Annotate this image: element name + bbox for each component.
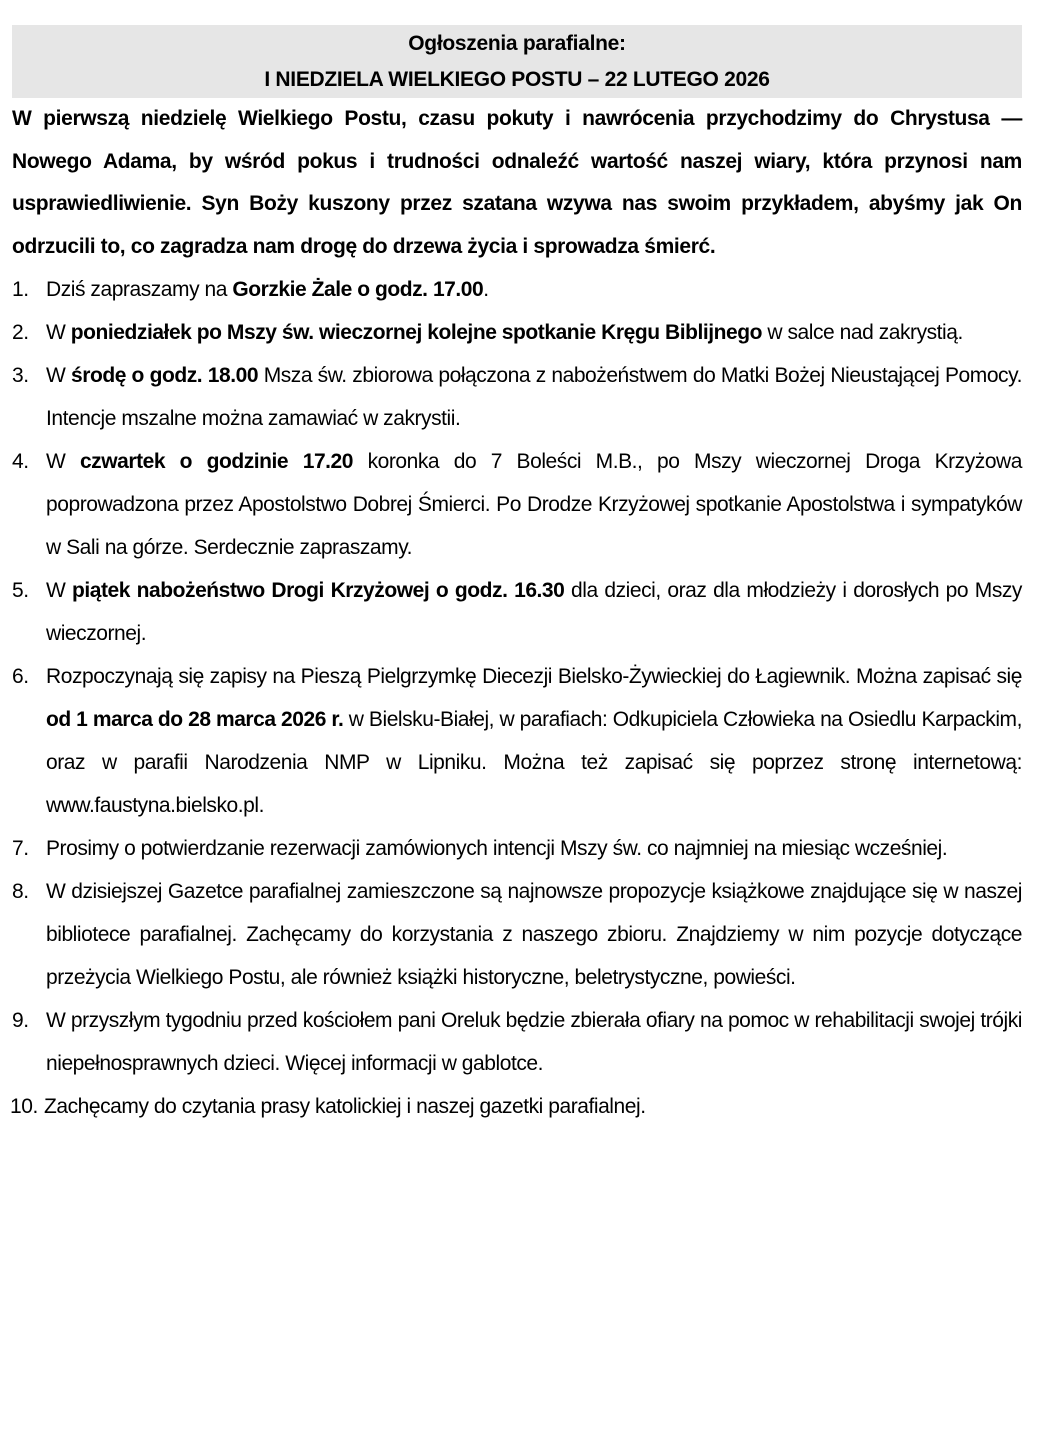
item-text: W bbox=[46, 450, 80, 473]
item-text: W bbox=[46, 364, 71, 387]
item-text-bold: poniedziałek po Mszy św. wieczornej kolejne spotkanie Kręgu Biblijnego bbox=[70, 321, 762, 344]
announcement-item bbox=[12, 655, 1022, 827]
announcement-item bbox=[12, 268, 1022, 311]
item-text-bold: od 1 marca do 28 marca 2026 r. bbox=[46, 708, 344, 731]
announcement-list bbox=[12, 268, 1022, 1128]
item-number: 9. bbox=[12, 1009, 29, 1032]
item-number: 3. bbox=[12, 364, 29, 387]
announcement-item bbox=[12, 569, 1022, 655]
announcement-item bbox=[12, 1085, 1022, 1128]
announcement-header bbox=[12, 25, 1022, 98]
item-text: w Bielsku-Białej, w parafiach: Odkupiciela Człowieka na Osiedlu Karpackim, oraz w parafii Narodzenia NMP w Lipniku. Można też zapisać się poprzez stronę internetową: www.faustyna.bielsko.pl. bbox=[46, 708, 1022, 817]
item-number: 8. bbox=[12, 880, 29, 903]
item-text: dla dzieci, oraz dla młodzieży i dorosłych po Mszy wieczornej. bbox=[46, 579, 1022, 645]
announcement-item bbox=[12, 440, 1022, 569]
announcement-page bbox=[12, 25, 1022, 1128]
item-text: Prosimy o potwierdzanie rezerwacji zamówionych intencji Mszy św. co najmniej na miesiąc wcześniej. bbox=[46, 837, 948, 860]
item-text: . bbox=[483, 278, 489, 301]
item-text: W bbox=[46, 579, 73, 602]
item-text: Msza św. zbiorowa połączona z nabożeństwem do Matki Bożej Nieustającej Pomocy. Intencje mszalne można zamawiać w zakrystii. bbox=[46, 364, 1022, 430]
item-text: Dziś zapraszamy na bbox=[46, 278, 233, 301]
item-text: Rozpoczynają się zapisy na Pieszą Pielgrzymkę Diecezji Bielsko-Żywieckiej do Łagiewnik. Można zapisać się bbox=[46, 665, 1022, 688]
announcement-item bbox=[12, 999, 1022, 1085]
item-text: W dzisiejszej Gazetce parafialnej zamieszczone są najnowsze propozycje książkowe znajdujące się w naszej bibliotece parafialnej. Zachęcamy do korzystania z naszego zbioru. Znajdziemy w nim pozycje dotyczące przeżycia Wielkiego Postu, ale również książki historyczne, beletrystyczne, powieści. bbox=[46, 880, 1022, 989]
item-text-bold: środę o godz. 18.00 bbox=[71, 364, 259, 387]
announcement-item bbox=[12, 311, 1022, 354]
item-number: 7. bbox=[12, 837, 29, 860]
announcement-item bbox=[12, 870, 1022, 999]
item-text: koronka do 7 Boleści M.B., po Mszy wieczornej Droga Krzyżowa poprowadzona przez Apostolstwo Dobrej Śmierci. Po Drodze Krzyżowej spotkanie Apostolstwa i sympatyków w Sali na górze. Serdecznie zapraszamy. bbox=[46, 450, 1023, 559]
item-text-bold: czwartek o godzinie 17.20 bbox=[79, 450, 354, 473]
item-number: 2. bbox=[12, 321, 29, 344]
item-text: W bbox=[46, 321, 71, 344]
item-number: 5. bbox=[12, 579, 29, 602]
item-text: W przyszłym tygodniu przed kościołem pani Oreluk będzie zbierała ofiary na pomoc w rehabilitacji swojej trójki niepełnosprawnych dzieci. Więcej informacji w gablotce. bbox=[46, 1009, 1022, 1075]
item-number: 10. bbox=[10, 1095, 38, 1118]
item-text-bold: piątek nabożeństwo Drogi Krzyżowej o godz. 16.30 bbox=[72, 579, 565, 602]
item-text: w salce nad zakrystią. bbox=[761, 321, 963, 344]
announcement-item bbox=[12, 354, 1022, 440]
header-title: Ogłoszenia parafialne: bbox=[408, 32, 626, 55]
item-number: 4. bbox=[12, 450, 29, 473]
item-number: 1. bbox=[12, 278, 29, 301]
header-date-line: I NIEDZIELA WIELKIEGO POSTU – 22 LUTEGO 2026 bbox=[264, 68, 770, 91]
item-number: 6. bbox=[12, 665, 29, 688]
announcement-item bbox=[12, 827, 1022, 870]
item-text-bold: Gorzkie Żale o godz. 17.00 bbox=[232, 278, 484, 301]
intro-paragraph: W pierwszą niedzielę Wielkiego Postu, czasu pokuty i nawrócenia przychodzimy do Chrystusa — Nowego Adama, by wśród pokus i trudności odnaleźć wartość naszej wiary, która przynosi nam usprawiedliwienie. Syn Boży kuszony przez szatana wzywa nas swoim przykładem, abyśmy jak On odrzucili to, co zagradza nam drogę do drzewa życia i sprowadza śmierć. bbox=[12, 107, 1022, 258]
item-text: Zachęcamy do czytania prasy katolickiej i naszej gazetki parafialnej. bbox=[44, 1095, 646, 1118]
